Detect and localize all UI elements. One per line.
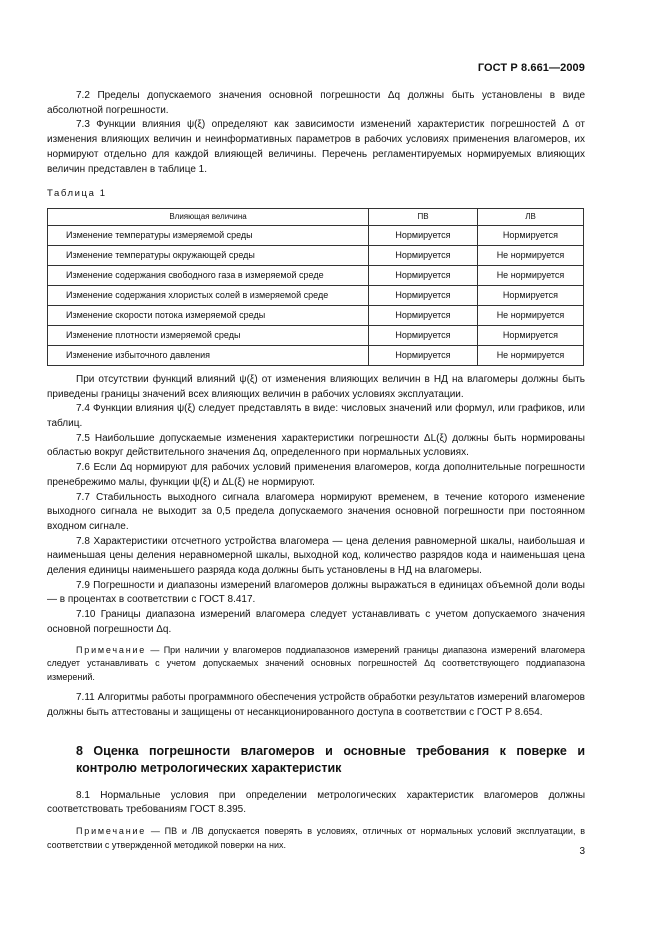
table-row [48,285,584,305]
table-row [48,345,584,365]
paragraph-absent-functions: При отсутствии функций влияний ψ(ξ) от изменения влияющих величин в НД на влагомеры должны быть приведены границы значений всех влияющих величин в рабочих условиях эксплуатации. [47,373,585,400]
table-cell: Нормируется [478,285,584,305]
table-cell: Нормируется [478,225,584,245]
table-cell: Изменение скорости потока измеряемой среды [48,305,369,325]
table-caption: Таблица 1 [47,188,107,200]
table-cell: Изменение температуры окружающей среды [48,245,369,265]
section-8-heading: 8 Оценка погрешности влагомеров и основные требования к поверке и контролю метрологических характеристик [76,743,585,775]
influence-quantities-table [47,208,584,366]
table-row [48,265,584,285]
paragraph-7-4: 7.4 Функции влияния ψ(ξ) следует представлять в виде: числовых значений или формул, или графиков, или таблиц. [47,403,585,430]
note-label: Примечание [76,644,147,655]
table-cell: Нормируется [369,345,478,365]
paragraph-8-1: 8.1 Нормальные условия при определении метрологических характеристик влагомеров должны соответствовать требованиям ГОСТ 8.395. [47,789,585,816]
table-cell: Не нормируется [478,345,584,365]
table-cell: Не нормируется [478,305,584,325]
paragraph-7-8: 7.8 Характеристики отсчетного устройства влагомера — цена деления равномерной шкалы, наибольшая и наименьшая цены деления неравномерной шкалы, выходной код, количество разрядов кода и наименьшая цена деления единицы наименьшего разряда кода должны быть установлены в НД на влагомеры. [47,535,585,577]
paragraph-7-6: 7.6 Если Δq нормируют для рабочих условий применения влагомеров, когда дополнительные погрешности пренебрежимо малы, функции ψ(ξ) и ΔL(ξ) не нормируют. [47,462,585,488]
col-header-quantity: Влияющая величина [48,208,369,225]
table-cell: Изменение температуры измеряемой среды [48,225,369,245]
table-row [48,325,584,345]
table-cell: Нормируется [369,325,478,345]
table-cell: Не нормируется [478,245,584,265]
page-number: 3 [579,846,585,857]
table-row [48,225,584,245]
note-text: — При наличии у влагомеров поддиапазонов измерений границы диапазона измерений влагомера следует устанавливать с учетом допускаемых значений основных погрешностей Δq соответствующего поддиапазона измерений. [47,644,585,682]
document-id-header: ГОСТ Р 8.661—2009 [477,62,585,74]
table-cell: Нормируется [369,225,478,245]
table-header-row [48,208,584,225]
page-content [47,89,585,852]
paragraph-7-2: 7.2 Пределы допускаемого значения основной погрешности Δq должны быть установлены в виде абсолютной погрешности. [47,90,585,116]
table-cell: Изменение содержания свободного газа в измеряемой среде [48,265,369,285]
table-cell: Нормируется [478,325,584,345]
note-8-1 [47,825,585,852]
table-cell: Нормируется [369,265,478,285]
paragraph-7-7: 7.7 Стабильность выходного сигнала влагомера нормируют временем, в течение которого изменение выходного сигнала не выходит за 0,5 предела допускаемого значения основной погрешности при постоянном входном сигнале. [47,491,585,532]
paragraph-7-3: 7.3 Функции влияния ψ(ξ) определяют как зависимости изменений характеристик погрешностей Δ от изменения влияющих величин и неинформативных параметров в рабочих условиях применения влагомеров, их нормируют отдельно для каждой влияющей величины. Перечень регламентируемых нормируемых влияющих величин представлен в таблице 1. [47,119,585,175]
note-label: Примечание [76,826,147,837]
table-cell: Изменение плотности измеряемой среды [48,325,369,345]
col-header-pv: ПВ [369,208,478,225]
table-cell: Не нормируется [478,265,584,285]
paragraph-7-11: 7.11 Алгоритмы работы программного обеспечения устройств обработки результатов измерений влагомеров должны быть аттестованы и защищены от несанкционированного доступа в соответствии с ГОСТ Р 8.654. [47,692,585,719]
paragraph-7-5: 7.5 Наибольшие допускаемые изменения характеристики погрешности ΔL(ξ) должны быть нормированы областью вокруг действительного значения Δq, определенного при нормальных условиях. [47,432,585,459]
table-cell: Изменение избыточного давления [48,345,369,365]
table-cell: Изменение содержания хлористых солей в измеряемой среде [48,285,369,305]
table-cell: Нормируется [369,305,478,325]
table-row [48,305,584,325]
paragraph-7-10: 7.10 Границы диапазона измерений влагомера следует устанавливать с учетом допускаемого значения основной погрешности Δq. [47,609,585,635]
paragraph-7-9: 7.9 Погрешности и диапазоны измерений влагомеров должны выражаться в единицах объемной доли воды — в процентах в соответствии с ГОСТ 8.417. [47,579,585,606]
table-cell: Нормируется [369,245,478,265]
note-text: — ПВ и ЛВ допускается поверять в условиях, отличных от нормальных условий эксплуатации, в соответствии с утвержденной методикой поверки на них. [47,826,585,850]
note-7-10 [47,644,585,685]
table-row [48,245,584,265]
col-header-lv: ЛВ [478,208,584,225]
table-cell: Нормируется [369,285,478,305]
